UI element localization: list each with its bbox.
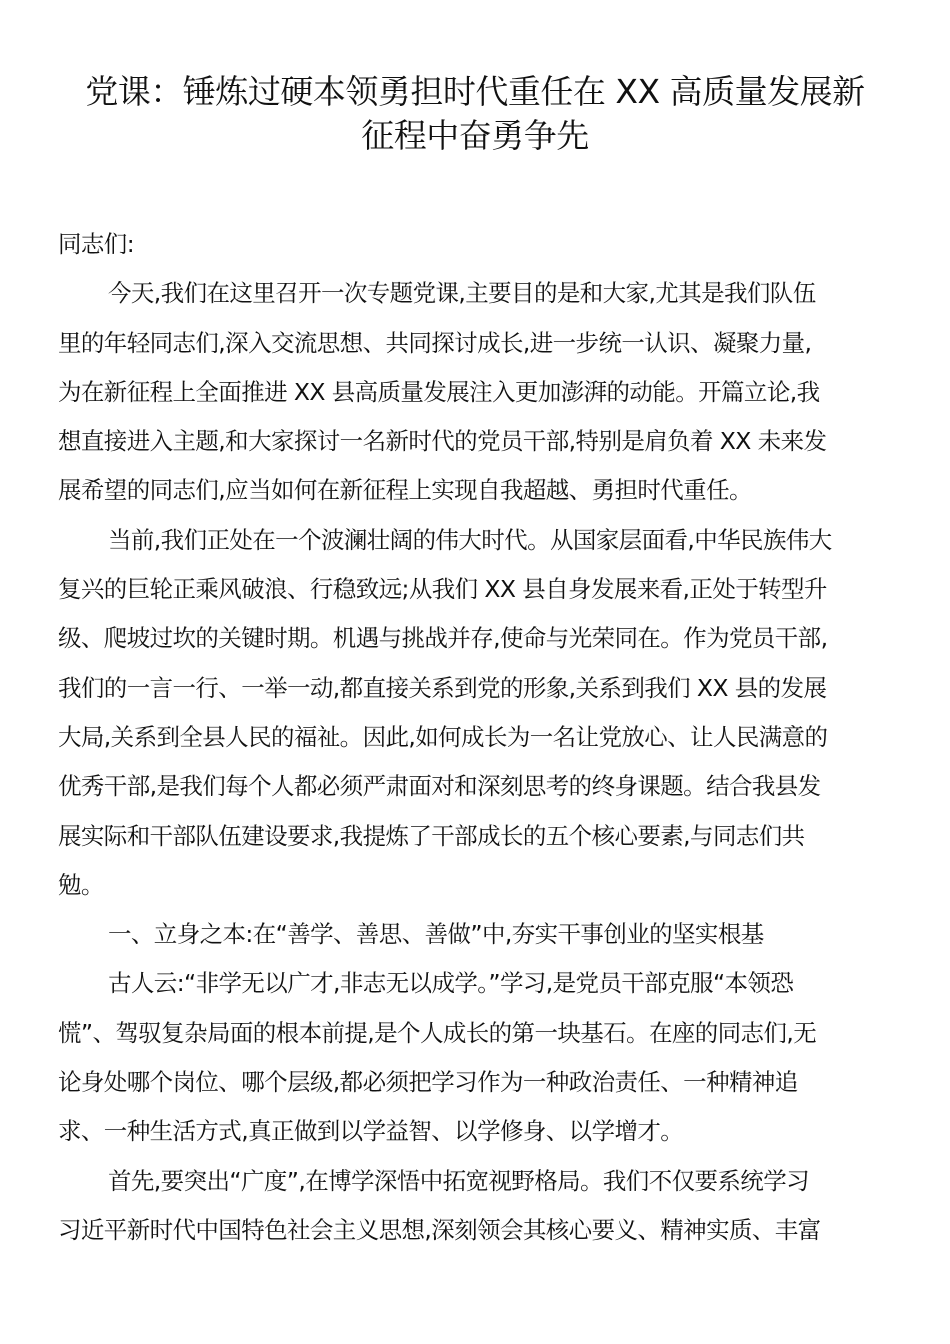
- paragraph-line: 复兴的巨轮正乘风破浪、行稳致远;从我们 XX 县自身发展来看,正处于转型升: [58, 575, 827, 604]
- paragraph-line: 求、一种生活方式,真正做到以学益智、以学修身、以学增才。: [58, 1117, 684, 1146]
- paragraph-line: 想直接进入主题,和大家探讨一名新时代的党员干部,特别是肩负着 XX 未来发: [58, 427, 827, 456]
- paragraph-line: 里的年轻同志们,深入交流思想、共同探讨成长,进一步统一认识、凝聚力量,: [58, 328, 812, 357]
- document-body: [58, 220, 894, 1255]
- paragraph-line: 展实际和干部队伍建设要求,我提炼了干部成长的五个核心要素,与同志们共: [58, 821, 805, 850]
- paragraph-line: 论身处哪个岗位、哪个层级,都必须把学习作为一种政治责任、一种精神追: [58, 1068, 798, 1097]
- paragraph-line: 当前,我们正处在一个波澜壮阔的伟大时代。从国家层面看,中华民族伟大: [108, 525, 832, 554]
- title-line-2: 征程中奋勇争先: [361, 116, 589, 155]
- paragraph-line: 展希望的同志们,应当如何在新征程上实现自我超越、勇担时代重任。: [58, 476, 752, 505]
- section-heading: 一、立身之本:在“善学、善思、善做”中,夯实干事创业的坚实根基: [108, 920, 764, 949]
- document-title: [40, 70, 910, 158]
- paragraph-line: 优秀干部,是我们每个人都必须严肃面对和深刻思考的终身课题。结合我县发: [58, 772, 821, 801]
- salutation: 同志们:: [58, 230, 135, 258]
- paragraph-line: 古人云:“非学无以广才,非志无以成学。”学习,是党员干部克服“本领恐: [108, 969, 794, 998]
- paragraph-line: 大局,关系到全县人民的福祉。因此,如何成长为一名让党放心、让人民满意的: [58, 722, 828, 751]
- paragraph-line: 慌”、驾驭复杂局面的根本前提,是个人成长的第一块基石。在座的同志们,无: [58, 1018, 817, 1047]
- paragraph-line: 级、爬坡过坎的关键时期。机遇与挑战并存,使命与光荣同在。作为党员干部,: [58, 624, 828, 653]
- paragraph-line: 为在新征程上全面推进 XX 县高质量发展注入更加澎湃的动能。开篇立论,我: [58, 377, 820, 406]
- title-line-1: 党课：锤炼过硬本领勇担时代重任在 XX 高质量发展新: [85, 72, 865, 111]
- paragraph-line: 习近平新时代中国特色社会主义思想,深刻领会其核心要义、精神实质、丰富: [58, 1215, 821, 1244]
- paragraph-line: 首先,要突出“广度”,在博学深悟中拓宽视野格局。我们不仅要系统学习: [108, 1166, 809, 1195]
- paragraph-line: 勉。: [58, 870, 104, 899]
- paragraph-line: 我们的一言一行、一举一动,都直接关系到党的形象,关系到我们 XX 县的发展: [58, 673, 827, 702]
- paragraph-line: 今天,我们在这里召开一次专题党课,主要目的是和大家,尤其是我们队伍: [108, 279, 816, 308]
